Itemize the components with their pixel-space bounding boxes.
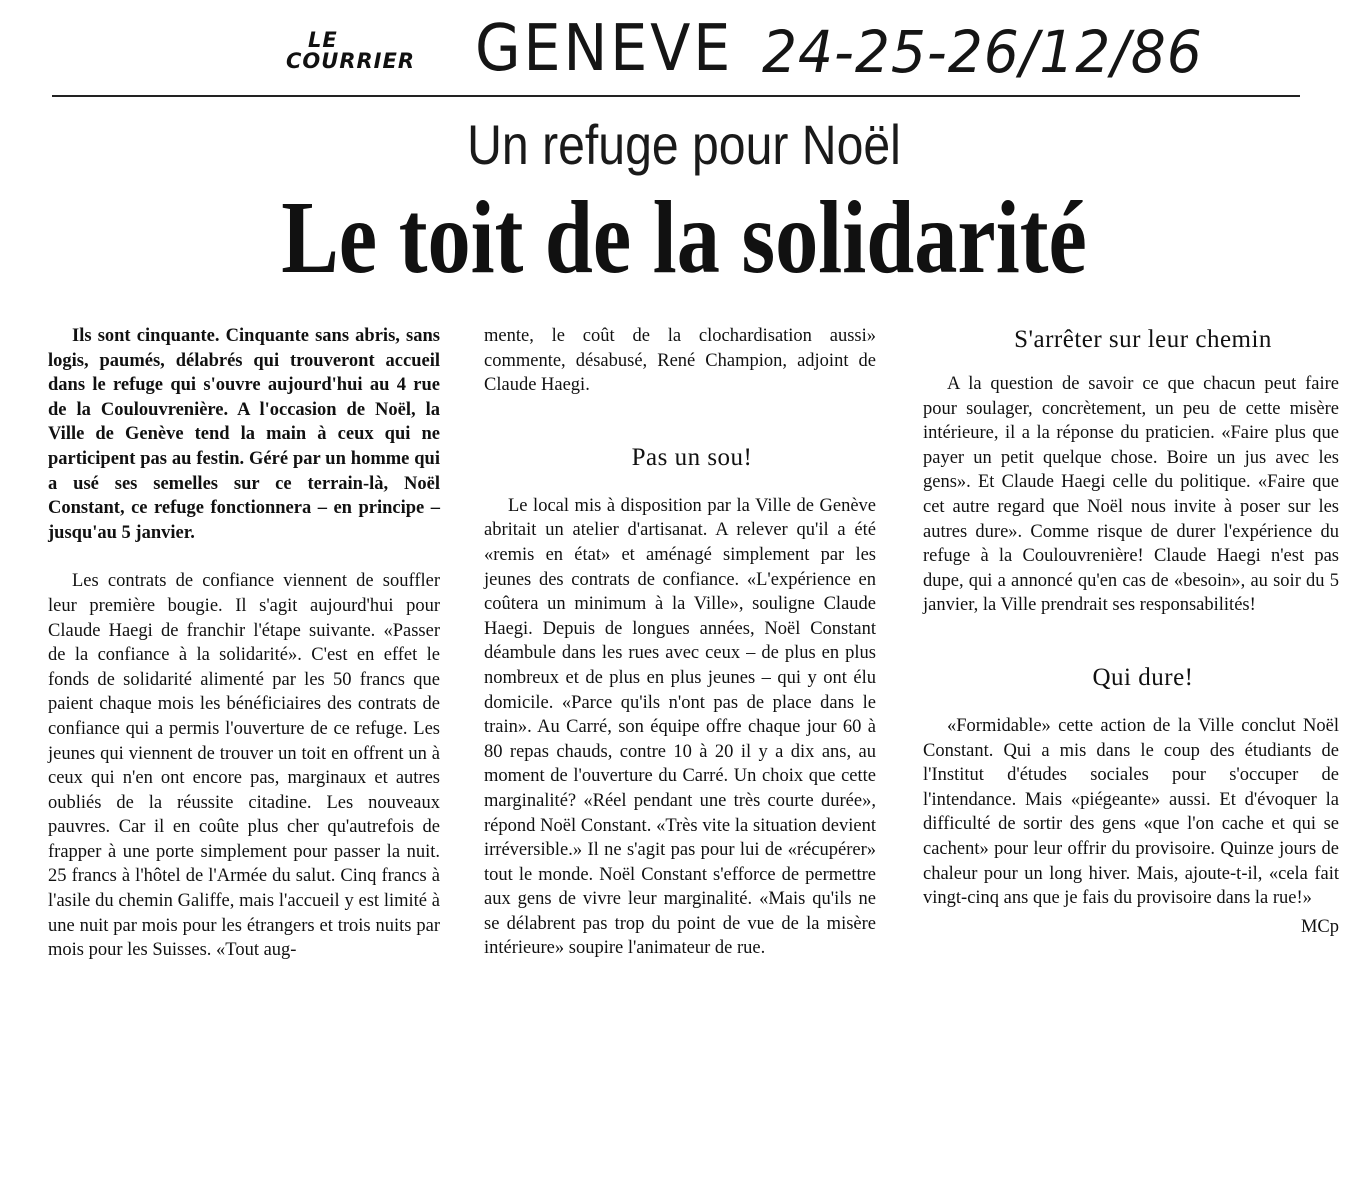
section-gap [923, 356, 1339, 372]
handwritten-city: GENEVE [475, 12, 734, 86]
masthead [0, 0, 1368, 100]
subheading: S'arrêter sur leur chemin [1014, 326, 1272, 353]
lead-paragraph: Ils sont cinquante. Cinquante sans abris, sans logis, paumés, délabrés qui trouveront accueil dans le refuge qui s'ouvre aujourd'hui au 4 rue de la Coulouvrenière. A l'occasion de Noël, la Ville de Genève tend la main à ceux qui ne participent pas au festin. Géré par un homme qui a usé ses semelles sur ce terrain-là, Noël Constant, ce refuge fonctionnera – en principe – jusqu'au 5 janvier. [48, 326, 440, 543]
section-gap [484, 398, 876, 442]
newspaper-name-line1: LE [308, 28, 338, 52]
paragraph-gap [48, 545, 440, 569]
article-headline: Le toit de la solidarité [281, 180, 1087, 295]
body-paragraph: mente, le coût de la clochardisation aussi» commente, désabusé, René Champion, adjoint de Claude Haegi. [484, 326, 876, 396]
subheading: Pas un sou! [631, 443, 753, 471]
author-signature: MCp [1300, 916, 1339, 937]
handwritten-date: 24-25-26/12/86 [762, 18, 1203, 86]
article-column-2 [484, 324, 876, 961]
body-paragraph: «Formidable» cette action de la Ville conclut Noël Constant. Qui a mis dans le coup des étudiants de l'Institut d'études sociales pour s'occuper de l'intendance. Mais «piégeante» aussi. Et d'évoquer la difficulté de sortir des gens «que l'on cache et qui se cachent» pour leur offrir du provisoire. Quinze jours de chaleur pour un long hiver. Mais, ajoute-t-il, «cela fait vingt-cinq ans que je fais du provisoire dans la rue!» [923, 715, 1339, 909]
body-paragraph: Les contrats de confiance viennent de souffler leur première bougie. Il s'agit aujourd'hui pour Claude Haegi de franchir l'étape suivante. «Passer de la confiance à la solidarité». C'est en effet le fonds de solidarité alimenté par les 50 francs que paient chaque mois les bénéficiaires des contrats de confiance qui a permis l'ouverture de ce refuge. Les jeunes qui viennent de trouver un toit en offrent un à ceux qui n'en ont encore pas, marginaux et autres oubliés de la réussite citadine. Les nouveaux pauvres. Car il en coûte plus cher qu'autrefois de frapper à une porte simplement pour passer la nuit. 25 francs à l'hôtel de l'Armée du salut. Cinq francs à l'asile du chemin Galiffe, mais l'accueil y est limité à une nuit par mois pour les étrangers et trois nuits par mois pour les Suisses. «Tout aug- [48, 571, 440, 961]
article-kicker: Un refuge pour Noël [467, 113, 901, 176]
article-column-3 [923, 324, 1339, 939]
section-gap [484, 474, 876, 494]
section-gap [923, 694, 1339, 714]
subheading: Qui dure! [1092, 663, 1194, 691]
body-paragraph: A la question de savoir ce que chacun peut faire pour soulager, concrètement, un peu de cette misère intérieure, il a la réponse du praticien. «Faire plus que payer un petit quelque chose. Boire un jus avec les gens». Et Claude Haegi celle du politique. «Faire que cet autre regard que Noël nous invite à poser sur les autres dure». Comme risque de durer l'expérience du refuge à la Coulouvrenière! Claude Haegi n'est pas dupe, qui a annoncé qu'en cas de «besoin», au soir du 5 janvier, la Ville prendrait ses responsabilités! [923, 374, 1339, 616]
body-paragraph: Le local mis à disposition par la Ville de Genève abritait un atelier d'artisanat. A relever qu'il a été «remis en état» et aménagé simplement par les jeunes des contrats de confiance. «L'expérience en coûtera un minimum à la Ville», souligne Claude Haegi. Depuis de longues années, Noël Constant déambule dans les rues avec ceux – de plus en plus nombreux et de plus en plus jeunes – qui y ont élu domicile. «Parce qu'ils n'ont pas de place dans le train». Au Carré, son équipe offre chaque jour 60 à 80 repas chauds, contre 10 à 20 il y a dix ans, au moment de l'ouverture du Carré. Un choix que cette marginalité? «Réel pendant une très courte durée», répond Noël Constant. «Très vite la situation devient irréversible.» Il ne s'agit pas pour lui de «récupérer» tout le monde. Noël Constant s'efforce de permettre aux gens de vivre leur marginalité. «Mais qu'ils ne se délabrent pas trop du point de vue de la misère intérieure» soupire l'animateur de rue. [484, 495, 876, 959]
masthead-rule [52, 95, 1300, 97]
newspaper-name [286, 30, 446, 72]
article-column-1 [48, 324, 440, 963]
section-gap [923, 618, 1339, 662]
newspaper-name-line2: COURRIER [286, 49, 415, 73]
